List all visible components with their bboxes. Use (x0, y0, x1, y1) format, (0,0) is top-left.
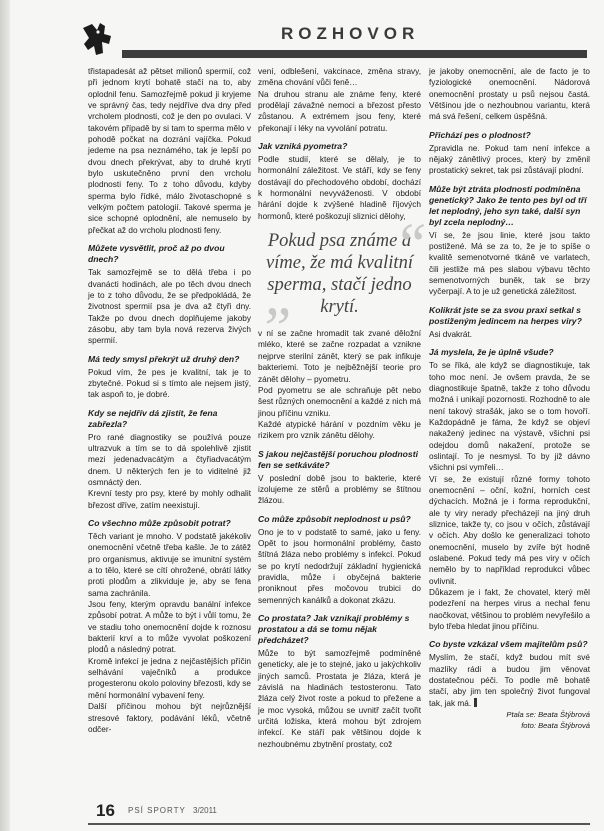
paragraph: Asi dvakrát. (429, 329, 473, 339)
paragraph: Každé atypické hárání v pozdním věku je rizikem pro vznik zánětu dělohy. (258, 419, 421, 441)
section-title: ROZHOVOR (281, 24, 420, 43)
interview-question: Může být ztráta plodnosti podmíněna genetický? Jako že tento pes byl od tří let neplodný, jeho syn také, další syn byl zcela neplodný… (429, 183, 587, 227)
interview-question: Jak vzniká pyometra? (258, 141, 348, 152)
credit-photo: foto: Beata Štýbrová (521, 721, 590, 731)
paragraph: To se říká, ale když se diagnostikuje, tak toho moc není. Je ovšem pravda, že se diagnostikuje špatně, takže z toho důvodu možná i unikají pozornosti. Rozhodně to ale není takový strašák, jako se o tom hovoří. Každopádně je fáma, že když se objeví nakažený jedinec na výstavě, všichni psi odejdou domů nakažení, protože se oslintají. To je nesmysl. To by již dávno všichni psi vymřeli… (429, 361, 590, 473)
paragraph: v ní se začne hromadit tak zvané děložní mléko, které se začne rozpadat a vznikne nejprve sterilní zánět, který se pak infikuje bakteriemi. Toto je nejběžnější teorie pro zánět dělohy – pyometru. (258, 329, 421, 384)
quote-close-icon: ” (258, 295, 292, 362)
interview-question: S jakou nejčastější poruchou plodnosti fen se setkáváte? (258, 448, 418, 470)
footer-rule (88, 823, 590, 825)
column-2 (258, 66, 427, 750)
interview-question: Co všechno může způsobit potrat? (88, 518, 231, 528)
magazine-name: PSÍ SPORTY (128, 806, 186, 815)
interview-question: Já myslela, že je úplně všude? (429, 347, 554, 358)
page-number: 16 (96, 801, 115, 820)
paragraph: Tak samozřejmě se to dělá třeba i po dvanácti hodinách, ale po těch dvou dnech je to z toho důvodu, že se předpokládá, že životnost spermií psa je dva až čtyři dny. Takže po dvou dnech doplňujeme jakoby zásobu, aby tam byla nová rezerva živých spermií. (88, 268, 251, 346)
interview-question: Přichází pes o plodnost? (429, 129, 531, 140)
interview-question: Kdy se nejdřív dá zjistit, že fena zabřezla? (88, 407, 218, 429)
paragraph: Pro rané diagnostiky se používá pouze ultrazvuk a tím se to dá spolehlivě zjistit mezi jedenadvacátým a čtyřiadvacátým dnem. U některých fen je to viditelné již osmnáctý den. (88, 432, 251, 487)
interview-question: Kolikrát jste se za svou praxi setkal s postiženým jedincem na herpes viry? (429, 304, 582, 326)
paragraph: V poslední době jsou to bakterie, které izolujeme ze stěrů a problémy se štítnou žlázou. (258, 473, 421, 506)
paragraph: Může to být samozřejmě podmíněné geneticky, ale je to stejné, jako u jakýchkoliv jiných samců. Prostata je žláza, která je závislá na hladinách testosteronu. Tato žláza celý život roste a pokud to přežene a je moc vysoká, můžou se uvnitř začít tvořit určitá ložiska, která mohou být zdrojem infekcí. Ke stáří pak většinou dojde k nezhoubnému zbytnění prostaty, což (258, 649, 421, 749)
paragraph: Důkazem je i fakt, že chovatel, který měl podezření na herpes virus a nechal fenu naočkovat, většinou to problém nevyřešilo a bylo třeba hledat jinou příčinu. (429, 588, 590, 632)
issue-number: 3/2011 (193, 806, 217, 815)
paragraph: vení, odblešení, vakcinace, změna stravy, změna chování vůči feně… (258, 67, 421, 88)
paragraph: Ono je to v podstatě to samé, jako u feny. Opět to jsou hormonální problémy, často štítná žláza nebo problémy s infekcí. Pokud se po krytí nedodržují základní hygienická pravidla, může i obyčejná bakterie proniknout přes močovou trubici do semenných kanálků a dokonat zkázu. (258, 527, 421, 605)
paragraph: Zpravidla ne. Pokud tam není infekce a nějaký zánětlivý proces, který by změnil prostatický sekret, tak psi zůstávají plodní. (429, 143, 590, 176)
interview-question: Co může způsobit neplodnost u psů? (258, 513, 411, 524)
column-1 (88, 66, 251, 735)
paragraph: Krevní testy pro psy, které by mohly odhalit březost dříve, zatím neexistují. (88, 489, 251, 510)
paragraph: Ví se, že jsou linie, které jsou takto postižené. Má se za to, že je to spíše o kvalitě semenotvorné tkáně ve varlatech, čili jestliže má pes slabou výbavu těchto semenotvorných buněk, tak se brzy vyčerpají. A to je už genetická záležitost. (429, 230, 590, 297)
paragraph: Ví se, že existují různé formy tohoto onemocnění – oční, kožní, horních cest dýchacích. Možná je i forma reprodukční, ale ty viry nerady přecházejí na jiný druh sliznice, takže ty, co jsou v očích, zůstávají v očích. Aby došlo ke generalizaci tohoto onemocnění, muselo by zvíře být hodně oslabené. Pokud tedy má pes viry v očích nemělo by to například reprodukci vůbec ovlivnit. (429, 474, 590, 586)
paragraph-final-text: Myslím, že stačí, když budou mít své mazlíky rádi a budou jim věnovat dostatečnou péči. To podle mě bohatě stačí, aby jim ten společný život fungoval tak, jak má. (429, 653, 590, 708)
dog-logo-icon (80, 20, 114, 58)
end-of-article-mark (474, 698, 477, 707)
paragraph: Jsou feny, kterým opravdu banální infekce způsobí potrat. A může to být i vůlí tomu, že ve stadiu toho onemocnění dojde k roznosu bakterií krví a to může vyvolat poškození plodů a následný potrat. (88, 600, 251, 655)
page-spine-shadow (0, 0, 10, 831)
interview-question: Má tedy smysl překrýt už druhý den? (88, 353, 240, 364)
paragraph: je jakoby onemocnění, ale de facto je to fyziologické onemocnění. Nádorová onemocnění prostaty u psů nejsou častá. Většinou jde o nezhoubnou variantu, která má svá řešení, celkem úspěšná. (429, 67, 590, 122)
paragraph: Další příčinou mohou být nejrůznější stresové faktory, podávání léků, včetně odčer- (88, 702, 251, 734)
credit-author: Ptala se: Beata Štýbrová (506, 710, 590, 720)
quote-open-icon: “ (393, 211, 427, 278)
paragraph: Pokud vím, že pes je kvalitní, tak je to zbytečné. Pokud si s tímto ale nejsem jistý, tak aspoň to, je dobré. (88, 367, 251, 400)
page-footer (88, 801, 590, 823)
paragraph: třistapadesát až pětset milionů spermií, což při jednom krytí bohatě stačí na to, aby oplodnil fenu. Samozřejmě pokud ji kryjeme ve správný čas, tedy nejdříve dva dny před vrcholem plodnosti, což je den po ovulaci. V takovém případě by si tam to sperma mělo v pohodě počkat na dozrání vajíčka. Pokud jedeme na psa neznámého, tak je lepší po dvou dnech překrývat, aby to druhé krytí bylo uskutečněno první den vrcholu plodnosti feny. To z toho důvodu, kdyby sperma bylo řídké, málo životaschopné s velkým počtem patologií. Takové sperma je sice schopné oplodnění, ale nemuselo by přečkat až do vrcholu plodnosti feny. (88, 67, 251, 235)
paragraph: Kromě infekcí je jedna z nejčastějších příčin selhávání vaječníků a produkce progesteronu okolo poloviny březosti, kdy se mění hormonální vybavení feny. (88, 656, 251, 700)
paragraph: Na druhou stranu ale známe feny, které prodělají závažné nemoci a březost přesto zůstanou. A extrémem jsou feny, které překonají i léky na vyvolání potratu. (258, 89, 421, 133)
paragraph: Podle studií, které se dělaly, je to hormonální záležitost. Ve stáří, kdy se feny dostávají do přechodového období, dochází k hormonální nevyváženosti. V období hárání dojde k zvýšené hladině říjových hormonů, které poškozují sliznici dělohy, (258, 155, 421, 221)
column-3 (429, 66, 590, 731)
interview-question: Co prostata? Jak vznikají problémy s prostatou a dá se tomu nějak předcházet? (258, 613, 410, 645)
interview-question: Co byste vzkázal všem majitelům psů? (429, 639, 588, 650)
interview-question: Můžete vysvětlit, proč až po dvou dnech? (88, 243, 225, 265)
section-header-bar (122, 50, 587, 58)
paragraph: Těch variant je mnoho. V podstatě jakékoliv onemocnění včetně třeba kašle. Je to zátěž pro organismus, aktivuje se imunitní systém a to tělo, které se cítí ohrožené, obrátí látky proti plodům a zlikviduje je, aby se fena sama zachránila. (88, 532, 251, 598)
pull-quote-text: Pokud psa známe a víme, že má kvalitní sperma, stačí jedno krytí. (266, 231, 413, 318)
paragraph: Pod pyometru se ale schraňuje pět nebo šest různých onemocnění a každé z nich má jinou příčinu vzniku. (258, 385, 421, 418)
paragraph-final (429, 652, 590, 709)
